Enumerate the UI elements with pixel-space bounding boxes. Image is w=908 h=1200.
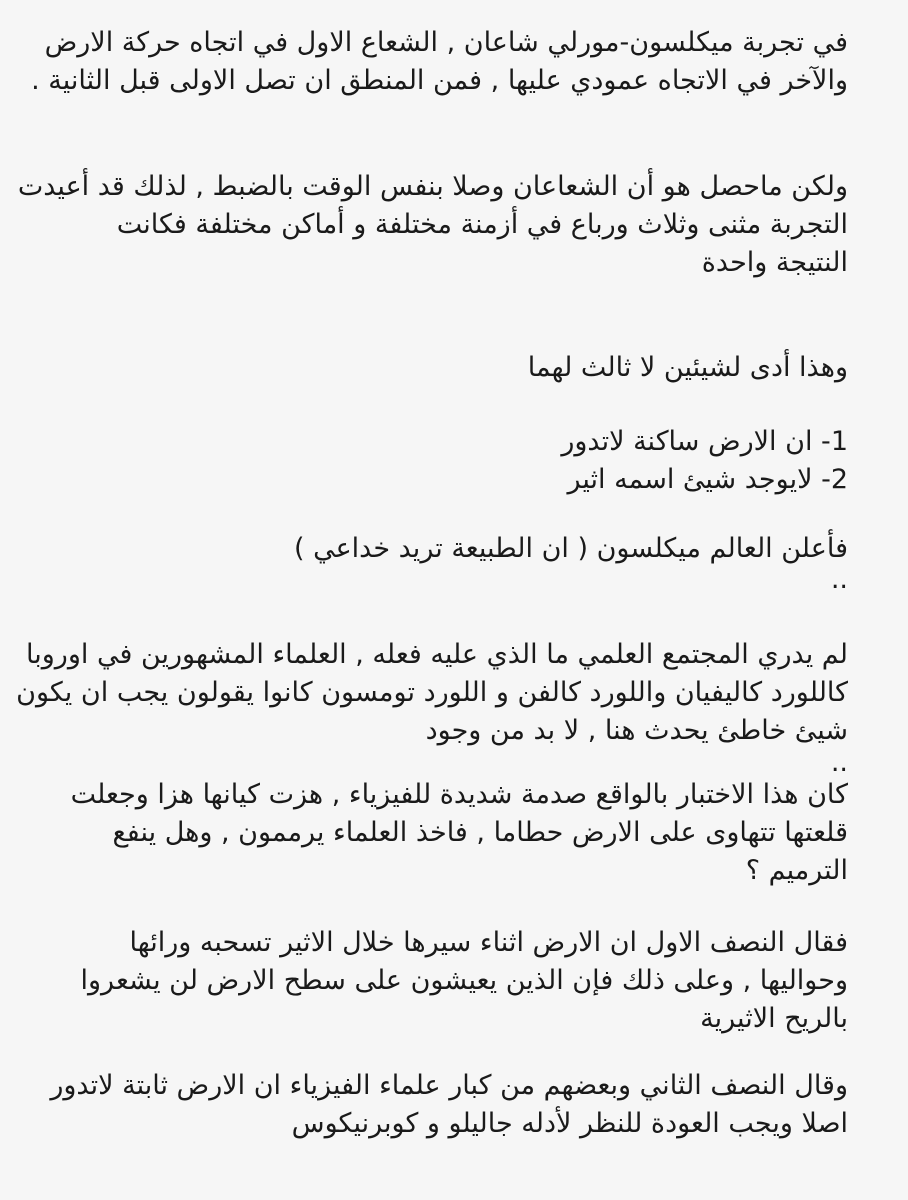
text-line: التجربة مثنى وثلاث ورباع في أزمنة مختلفة و أماكن مختلفة فكانت (116, 209, 848, 240)
list-item: 2- لايوجد شيئ اسمه اثير (567, 464, 848, 495)
text-line: في تجربة ميكلسون-مورلي شاعان , الشعاع الاول في اتجاه حركة الارض (44, 27, 848, 58)
separator-dots: .. (830, 564, 848, 595)
paragraph-3 (16, 636, 848, 750)
separator-dots: .. (830, 747, 848, 778)
text-line: فقال النصف الاول ان الارض اثناء سيرها خلال الاثير تسحبه ورائها (129, 927, 848, 958)
text-line: شيئ خاطئ يحدث هنا , لا بد من وجود (425, 715, 848, 746)
declaration-line (48, 530, 848, 598)
text-line: اصلا ويجب العودة للنظر لأدله جاليلو و كوبرنيكوس (291, 1108, 848, 1139)
text-line: فأعلن العالم ميكلسون ( ان الطبيعة تريد خداعي ) (293, 533, 848, 564)
paragraph-2 (17, 168, 848, 282)
text-line: وحواليها , وعلى ذلك فإن الذين يعيشون على سطح الارض لن يشعروا (80, 965, 848, 996)
text-line: قلعتها تتهاوى على الارض حطاما , فاخذ العلماء يرممون , وهل ينفع (112, 817, 848, 848)
text-line: وقال النصف الثاني وبعضهم من كبار علماء الفيزياء ان الارض ثابتة لاتدور (50, 1070, 848, 1101)
text-line: والآخر في الاتجاه عمودي عليها , فمن المنطق ان تصل الاولى قبل الثانية . (31, 65, 848, 96)
list-item: 1- ان الارض ساكنة لاتدور (561, 426, 848, 457)
numbered-list (48, 423, 848, 499)
text-line: كاللورد كاليفيان واللورد كالفن و اللورد تومسون كانوا يقولون يجب ان يكون (16, 677, 848, 708)
paragraph-1 (31, 24, 848, 100)
text-line: لم يدري المجتمع العلمي ما الذي عليه فعله , العلماء المشهورين في اوروبا (26, 639, 848, 670)
text-line: كان هذا الاختبار بالواقع صدمة شديدة للفيزياء , هزت كيانها هزا وجعلت (70, 779, 848, 810)
intro-line (48, 349, 848, 387)
text-line: النتيجة واحدة (701, 247, 848, 278)
paragraph-5 (48, 924, 848, 1038)
paragraph-6 (48, 1067, 848, 1143)
text-line: وهذا أدى لشيئين لا ثالث لهما (527, 352, 848, 383)
text-line: ولكن ماحصل هو أن الشعاعان وصلا بنفس الوقت بالضبط , لذلك قد أعيدت (17, 171, 848, 202)
text-line: الترميم ؟ (745, 855, 848, 886)
text-line: بالريح الاثيرية (700, 1003, 848, 1034)
paragraph-4 (48, 747, 848, 890)
